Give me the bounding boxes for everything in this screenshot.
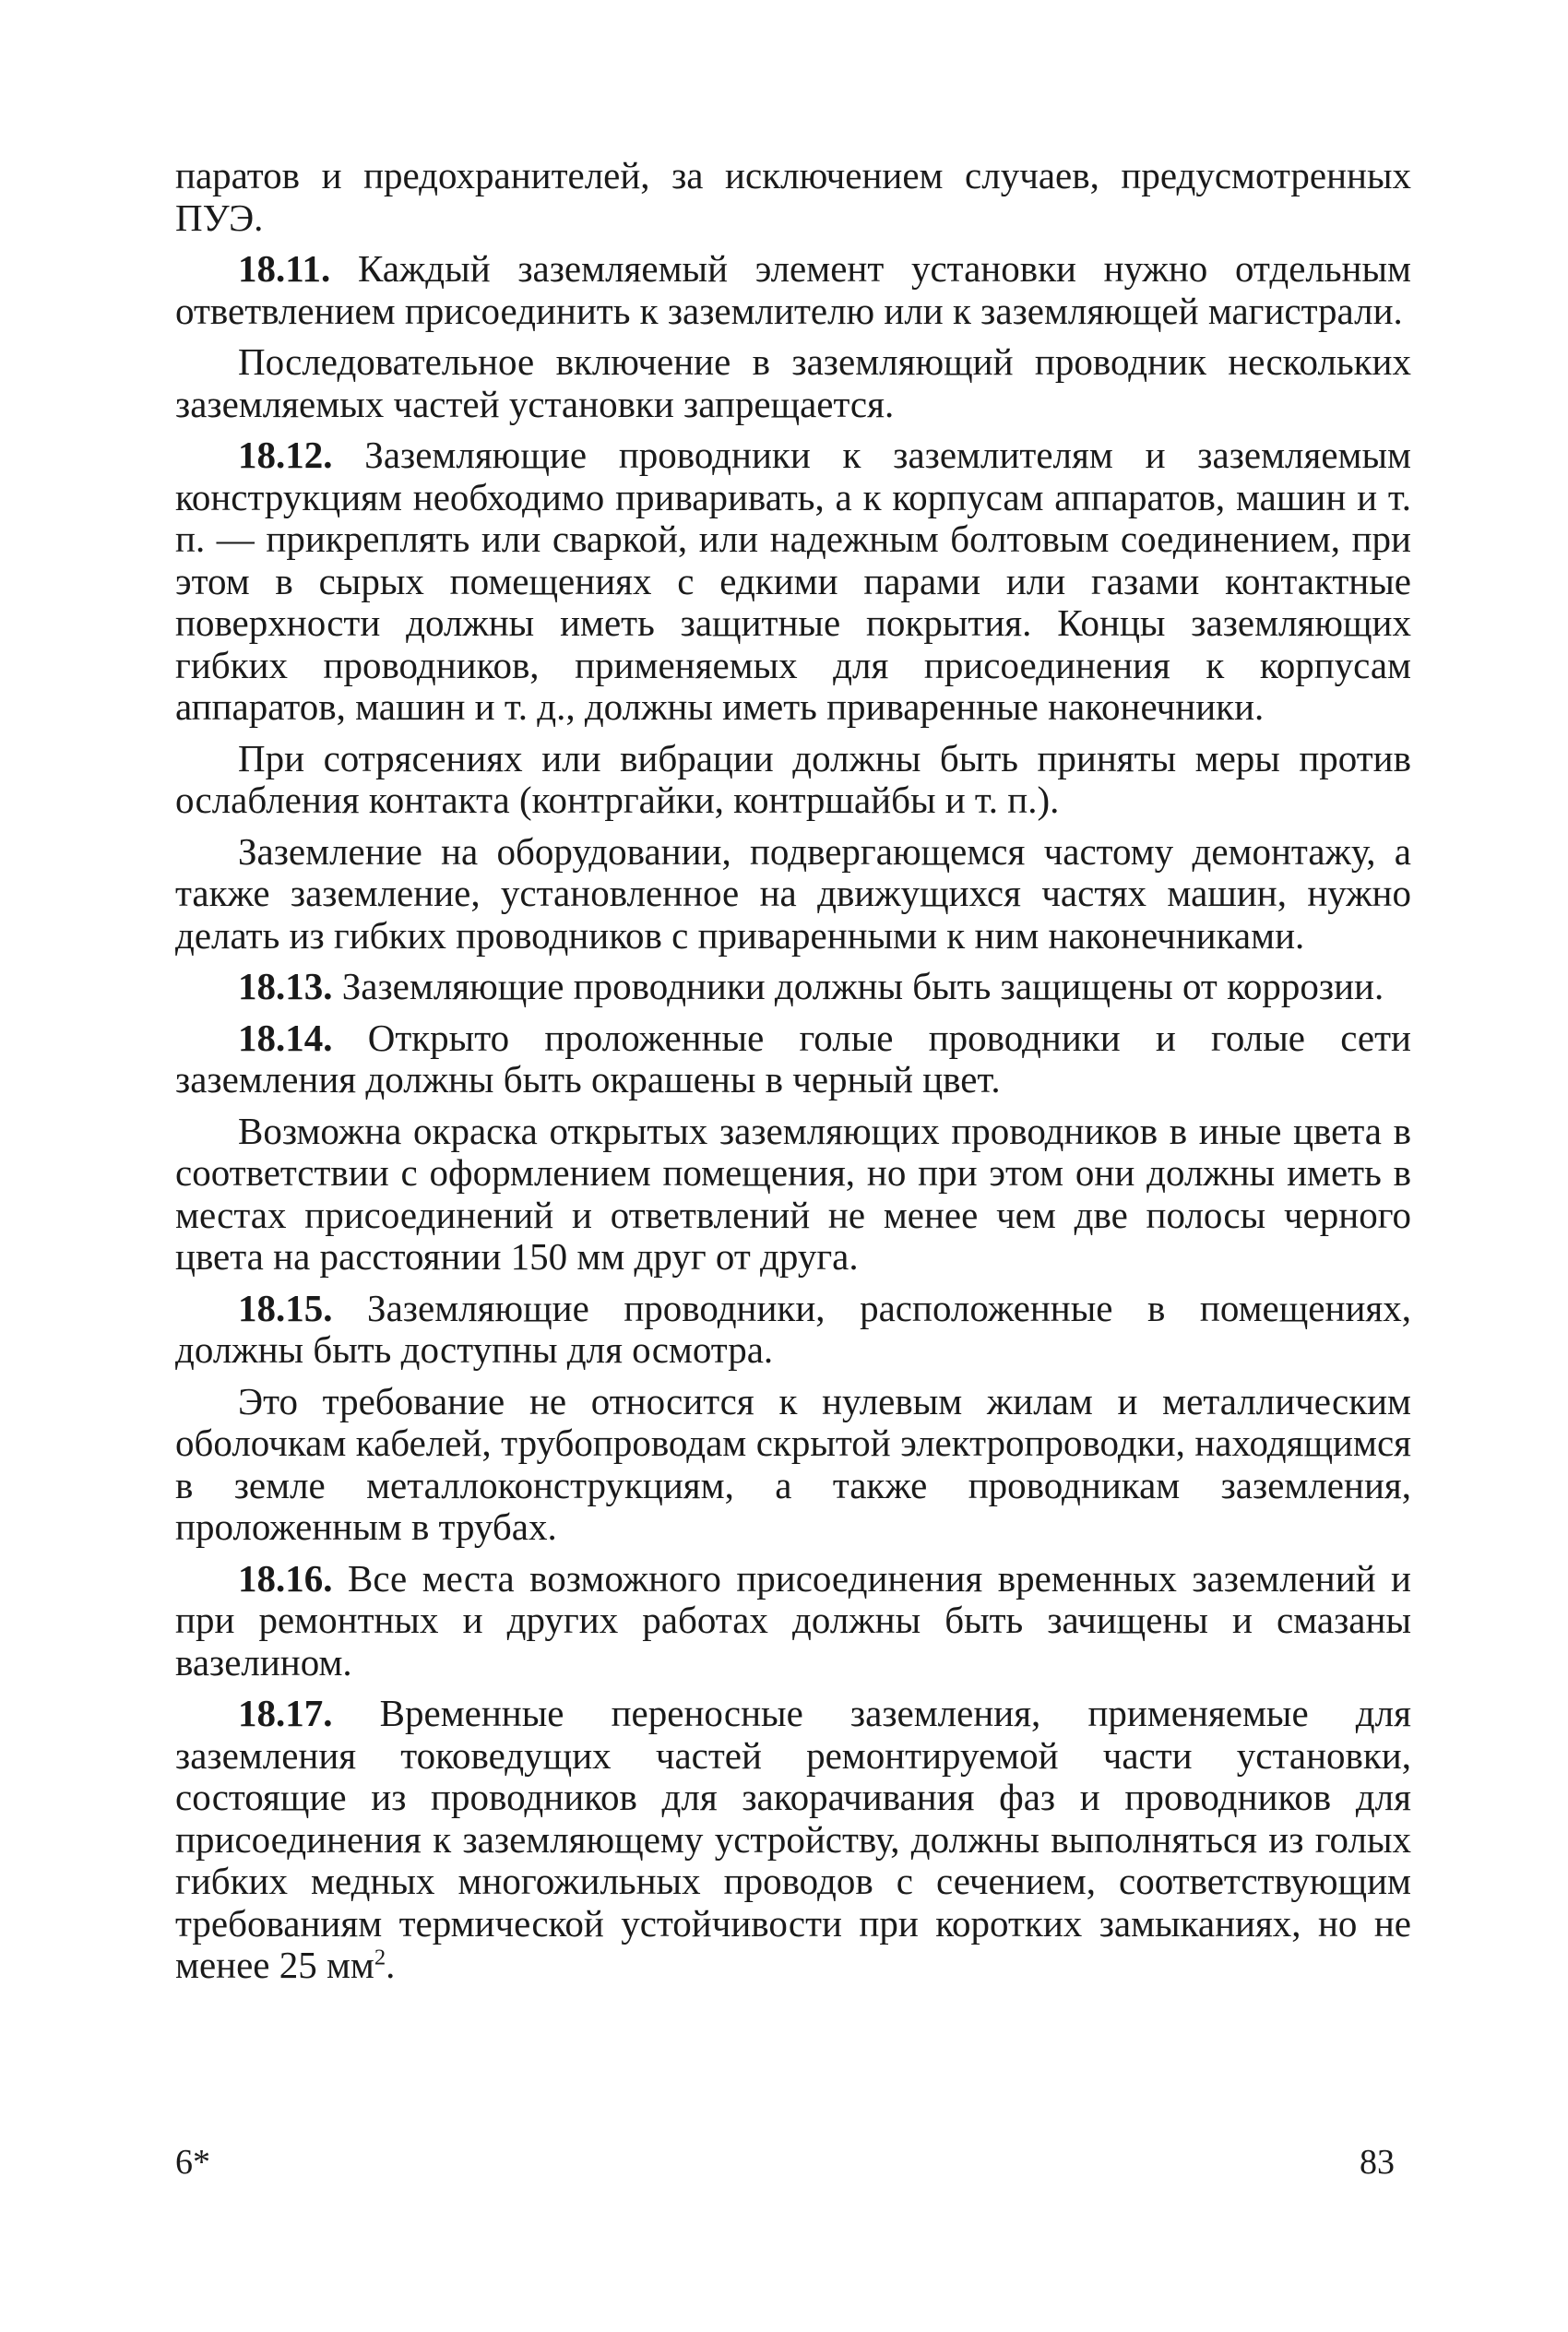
paragraph-tail: .	[386, 1944, 396, 1986]
document-body	[175, 155, 1411, 1996]
paragraph-text: Открыто проложенные голые проводники и голые сети заземления должны быть окрашены в черный цвет.	[175, 1016, 1411, 1101]
paragraph-18-11	[175, 248, 1411, 332]
paragraph-18-15	[175, 1288, 1411, 1372]
paragraph-18-17	[175, 1693, 1411, 1987]
page-number: 83	[1360, 2143, 1395, 2182]
section-number: 18.15.	[238, 1286, 333, 1329]
paragraph-text: Каждый заземляемый элемент установки нужно отдельным ответвлением присоединить к заземлителю или к заземляющей магистрали.	[175, 247, 1411, 332]
paragraph-2	[175, 341, 1411, 425]
paragraph-8	[175, 1111, 1411, 1279]
paragraph-text: Временные переносные заземления, применяемые для заземления токоведущих частей ремонтируемой части установки, состоящие из проводников для закорачивания фаз и проводников для присоединения к заземляющему устройству, должны выполняться из голых гибких медных многожильных проводов с сечением, соответствующим требованиям термической устойчивости при коротких замыканиях, но не менее 25 мм	[175, 1692, 1411, 1986]
paragraph-text: Возможна окраска открытых заземляющих проводников в иные цвета в соответствии с оформлением помещения, но при этом они должны иметь в местах присоединений и ответвлений не менее чем две полосы черного цвета на расстоянии 150 мм друг от друга.	[175, 1109, 1411, 1278]
section-number: 18.11.	[238, 247, 331, 290]
printer-signature: 6*	[175, 2143, 210, 2182]
section-number: 18.13.	[238, 965, 333, 1007]
section-number: 18.14.	[238, 1016, 333, 1059]
paragraph-text: Все места возможного присоединения временных заземлений и при ремонтных и других работах должны быть зачищены и смазаны вазелином.	[175, 1556, 1411, 1684]
paragraph-4	[175, 738, 1411, 822]
superscript: 2	[374, 1945, 386, 1970]
paragraph-18-16	[175, 1558, 1411, 1684]
paragraph-18-14	[175, 1017, 1411, 1101]
paragraph-text: Заземляющие проводники к заземлителям и заземляемым конструкциям необходимо приваривать, а к корпусам аппаратов, машин и т. п. — прикреплять или сваркой, или надежным болтовым соединением, при этом в сырых помещениях с едкими парами или газами контактные поверхности должны иметь защитные покрытия. Концы заземляющих гибких проводников, применяемых для присоединения к корпусам аппаратов, машин и т. д., должны иметь приваренные наконечники.	[175, 434, 1411, 728]
paragraph-text: Заземляющие проводники должны быть защищены от коррозии.	[332, 965, 1384, 1007]
paragraph-18-12	[175, 434, 1411, 729]
paragraph-text: паратов и предохранителей, за исключением случаев, предусмотренных ПУЭ.	[175, 154, 1411, 239]
paragraph-text: При сотрясениях или вибрации должны быть приняты меры против ослабления контакта (контргайки, контршайбы и т. п.).	[175, 736, 1411, 821]
section-number: 18.16.	[238, 1556, 333, 1600]
paragraph-text: Заземление на оборудовании, подвергающемся частому демонтажу, а также заземление, установленное на движущихся частях машин, нужно делать из гибких проводников с приваренными к ним наконечниками.	[175, 829, 1411, 957]
paragraph-0	[175, 155, 1411, 239]
paragraph-5	[175, 831, 1411, 958]
paragraph-text: Это требование не относится к нулевым жилам и металлическим оболочкам кабелей, трубопроводам скрытой электропроводки, находящимся в земле металлоконструкциям, а также проводникам заземления, проложенным в трубах.	[175, 1379, 1411, 1548]
paragraph-10	[175, 1381, 1411, 1549]
paragraph-text: Заземляющие проводники, расположенные в помещениях, должны быть доступны для осмотра.	[175, 1286, 1411, 1371]
paragraph-18-13	[175, 966, 1411, 1008]
section-number: 18.17.	[238, 1692, 333, 1734]
section-number: 18.12.	[238, 434, 333, 476]
paragraph-text: Последовательное включение в заземляющий проводник нескольких заземляемых частей установки запрещается.	[175, 340, 1411, 425]
